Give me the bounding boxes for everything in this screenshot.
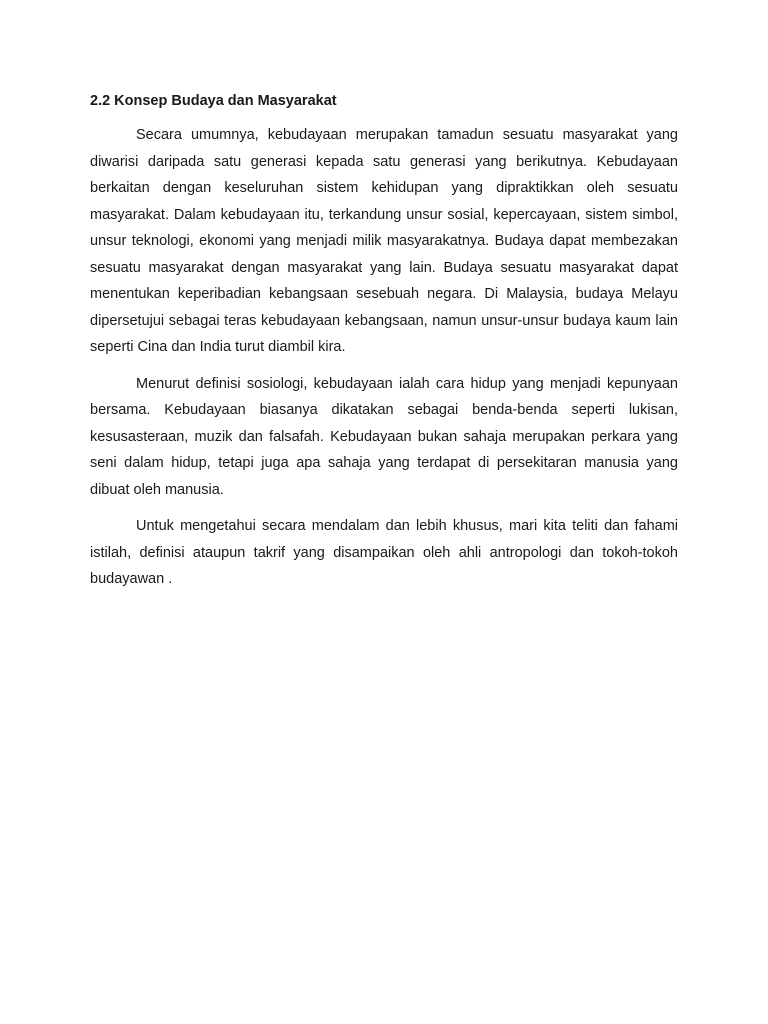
document-body <box>90 88 678 603</box>
paragraph-2: Menurut definisi sosiologi, kebudayaan ialah cara hidup yang menjadi kepunyaan bersama. Kebudayaan biasanya dikatakan sebagai benda-benda seperti lukisan, kesusasteraan, muzik dan falsafah. Kebudayaan bukan sahaja merupakan perkara yang seni dalam hidup, tetapi juga apa sahaja yang terdapat di persekitaran manusia yang dibuat oleh manusia. <box>90 375 678 498</box>
paragraph-3: Untuk mengetahui secara mendalam dan lebih khusus, mari kita teliti dan fahami istilah, definisi ataupun takrif yang disampaikan oleh ahli antropologi dan tokoh-tokoh budayawan . <box>90 518 678 587</box>
paragraph-1: Secara umumnya, kebudayaan merupakan tamadun sesuatu masyarakat yang diwarisi daripada satu generasi kepada satu generasi yang berikutnya. Kebudayaan berkaitan dengan keseluruhan sistem kehidupan yang dipraktikkan oleh sesuatu masyarakat. Dalam kebudayaan itu, terkandung unsur sosial, kepercayaan, sistem simbol, unsur teknologi, ekonomi yang menjadi milik masyarakatnya. Budaya dapat membezakan sesuatu masyarakat dengan masyarakat yang lain. Budaya sesuatu masyarakat dapat menentukan keperibadian kebangsaan sesebuah negara. Di Malaysia, budaya Melayu dipersetujui sebagai teras kebudayaan kebangsaan, namun unsur-unsur budaya kaum lain seperti Cina dan India turut diambil kira. <box>90 127 678 355</box>
section-heading: 2.2 Konsep Budaya dan Masyarakat <box>90 93 337 109</box>
